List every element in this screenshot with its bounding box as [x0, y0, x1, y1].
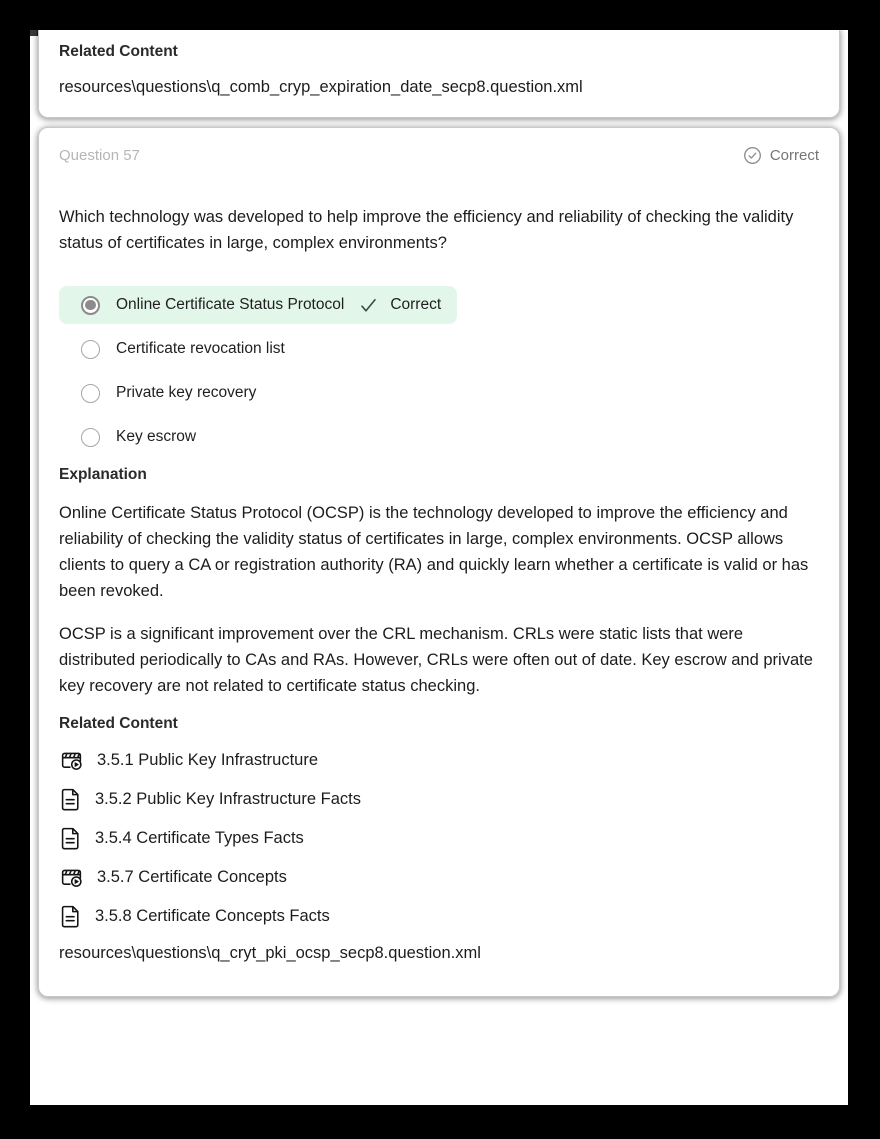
checkmark-icon: [360, 298, 377, 313]
question-card-header: [59, 146, 819, 164]
answer-option[interactable]: [59, 374, 272, 412]
page: [30, 30, 848, 1105]
radio-button[interactable]: [81, 428, 100, 447]
related-content-item[interactable]: [59, 748, 318, 772]
related-content-item[interactable]: [59, 787, 361, 811]
related-item-label: 3.5.7 Certificate Concepts: [97, 867, 287, 886]
question-number: Question 57: [59, 146, 140, 164]
explanation-paragraph: Online Certificate Status Protocol (OCSP) is the technology developed to improve the efficiency and reliability of checking the validity status of certificates in large, complex environments. OCSP allows clients to query a CA or registration authority (RA) and quickly learn whether a certificate is valid or has been revoked.: [59, 504, 809, 600]
related-content-item[interactable]: [59, 826, 304, 850]
related-content-heading: Related Content: [59, 715, 178, 732]
status-badge: [743, 146, 819, 165]
related-item-label: 3.5.2 Public Key Infrastructure Facts: [95, 789, 361, 808]
answer-option[interactable]: [59, 286, 457, 324]
related-content-item[interactable]: [59, 865, 287, 889]
radio-button[interactable]: [81, 340, 100, 359]
question-text: Which technology was developed to help improve the efficiency and reliability of checking the validity status of certificates in large, complex environments?: [59, 208, 794, 252]
answer-options: [59, 286, 819, 456]
related-item-label: 3.5.1 Public Key Infrastructure: [97, 750, 319, 769]
check-circle-icon: [743, 146, 762, 165]
radio-button[interactable]: [81, 296, 100, 315]
option-verdict: Correct: [390, 296, 442, 313]
document-icon: [59, 904, 82, 929]
document-icon: [59, 826, 82, 851]
previous-question-card: [38, 30, 840, 118]
related-content-item[interactable]: [59, 904, 330, 928]
answer-option[interactable]: [59, 418, 212, 456]
answer-option[interactable]: [59, 330, 301, 368]
option-label: Certificate revocation list: [116, 340, 285, 357]
video-icon: [59, 748, 84, 773]
video-icon: [59, 865, 84, 890]
document-icon: [59, 787, 82, 812]
question-card: [38, 127, 840, 997]
explanation-paragraph: OCSP is a significant improvement over the CRL mechanism. CRLs were static lists that were distributed periodically to CAs and RAs. However, CRLs were often out of date. Key escrow and private key recovery are not related to certificate status checking.: [59, 625, 813, 695]
question-file-path: resources\questions\q_cryt_pki_ocsp_secp8.question.xml: [59, 944, 481, 962]
related-item-label: 3.5.4 Certificate Types Facts: [95, 828, 304, 847]
question-file-path: resources\questions\q_comb_cryp_expiration_date_secp8.question.xml: [59, 78, 583, 96]
related-content-heading: Related Content: [59, 43, 178, 60]
option-label: Online Certificate Status Protocol: [116, 296, 345, 313]
related-content-list: [59, 748, 819, 928]
option-label: Key escrow: [116, 428, 197, 445]
related-item-label: 3.5.8 Certificate Concepts Facts: [95, 906, 330, 925]
explanation: [59, 500, 819, 699]
status-label: Correct: [769, 146, 819, 164]
option-label: Private key recovery: [116, 384, 257, 401]
radio-button[interactable]: [81, 384, 100, 403]
explanation-heading: Explanation: [59, 466, 147, 483]
